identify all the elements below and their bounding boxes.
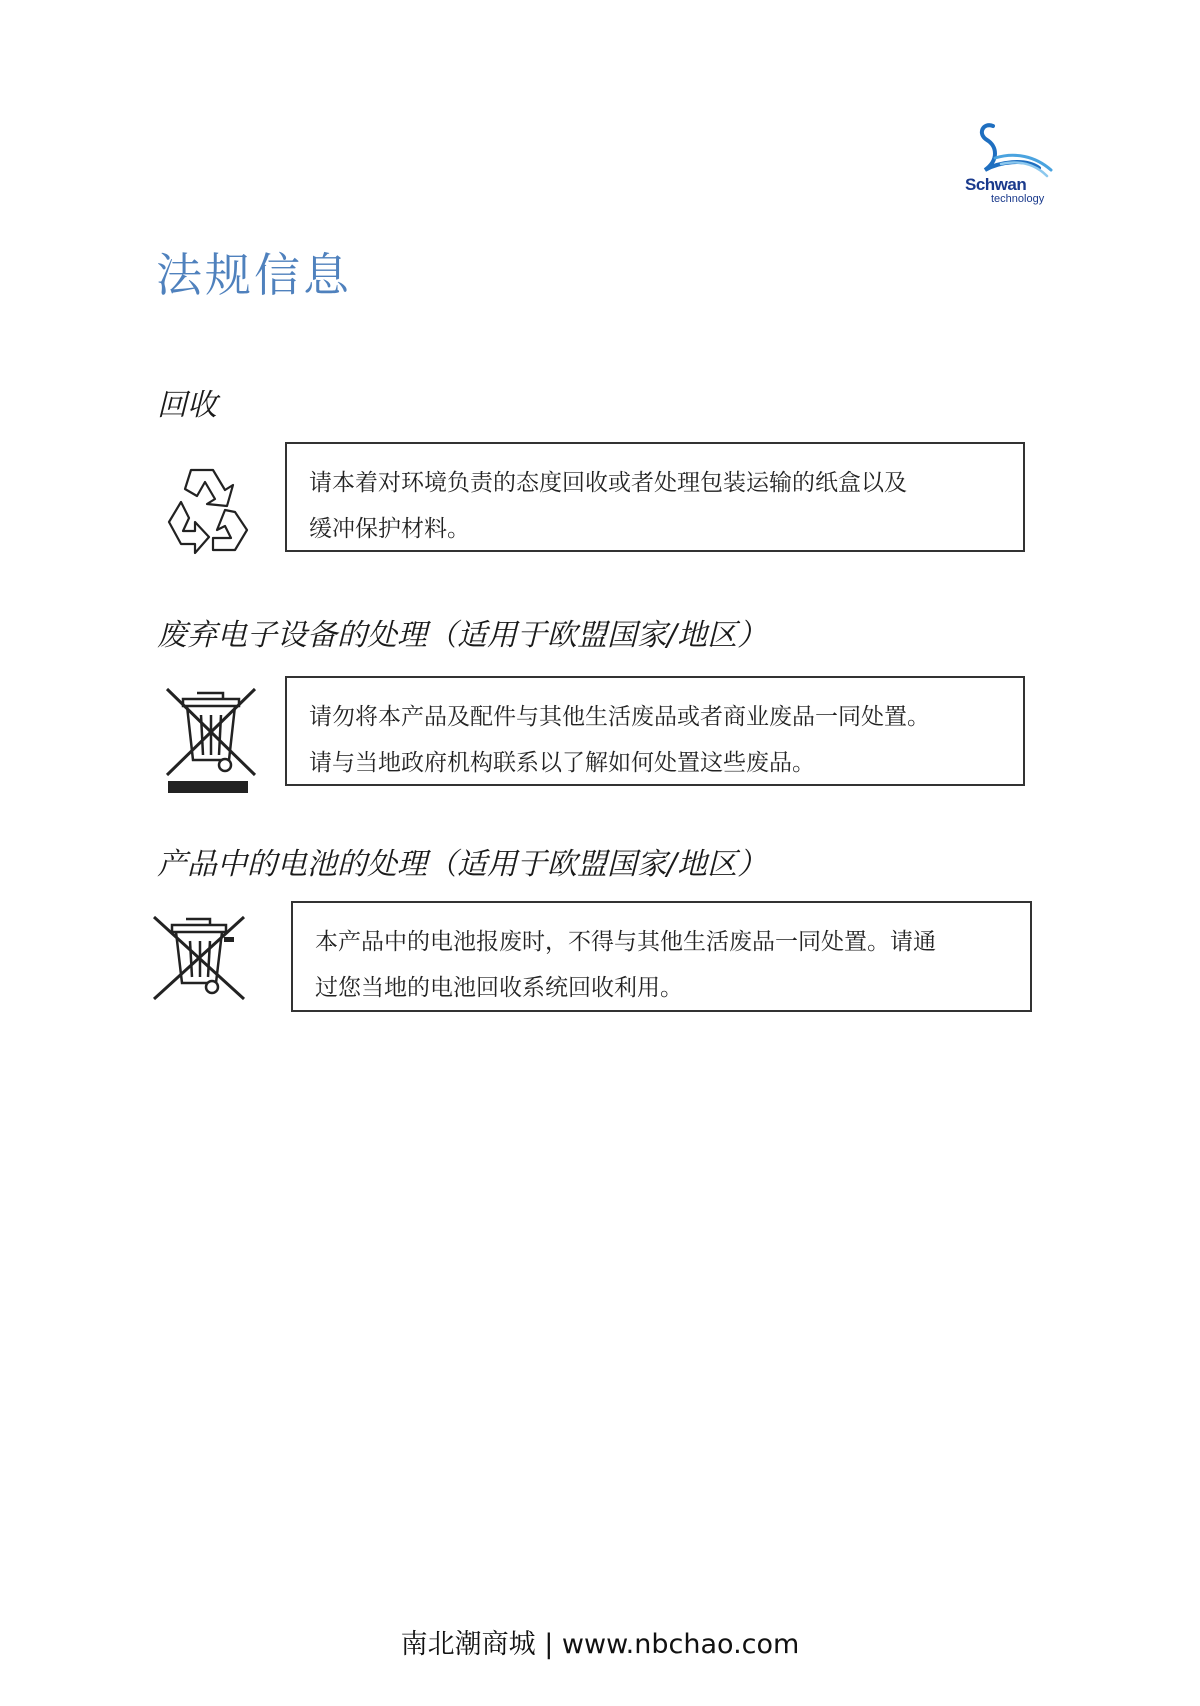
section-heading-battery: 产品中的电池的处理（适用于欧盟国家/地区） [157, 847, 768, 882]
page-title: 法规信息 [156, 248, 352, 302]
notice-line: 过您当地的电池回收系统回收利用。 [315, 975, 683, 1001]
company-logo [955, 118, 1065, 213]
notice-line: 本产品中的电池报废时，不得与其他生活废品一同处置。请通 [315, 929, 936, 955]
notice-box-recycling [285, 442, 1025, 552]
notice-line: 请勿将本产品及配件与其他生活废品或者商业废品一同处置。 [309, 704, 930, 730]
recycle-icon [155, 460, 255, 562]
logo-brand-text: Schwan [965, 175, 1027, 194]
section-heading-weee: 废弃电子设备的处理（适用于欧盟国家/地区） [157, 618, 768, 653]
footer-watermark: 南北潮商城 | www.nbchao.com [400, 1629, 800, 1660]
weee-crossed-bin-icon [163, 685, 259, 799]
logo-sub-text: technology [991, 193, 1045, 205]
notice-line: 缓冲保护材料。 [309, 516, 470, 542]
notice-box-weee [285, 676, 1025, 786]
notice-line: 请与当地政府机构联系以了解如何处置这些废品。 [309, 750, 815, 776]
section-heading-recycling: 回收 [157, 388, 217, 423]
battery-crossed-bin-icon [152, 915, 248, 1005]
notice-box-battery [291, 901, 1032, 1012]
notice-line: 请本着对环境负责的态度回收或者处理包装运输的纸盒以及 [309, 470, 907, 496]
